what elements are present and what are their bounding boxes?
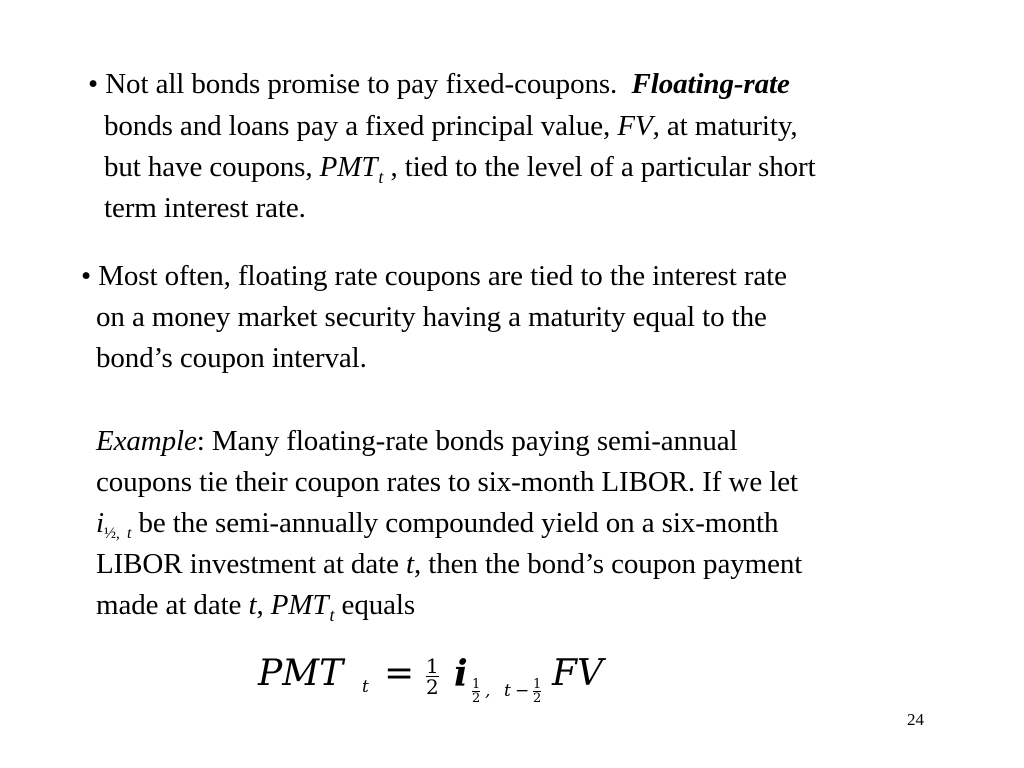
para1-text-2b: , at maturity, [652, 110, 798, 142]
pmt-subscript: t [329, 605, 335, 625]
coupon-equation [258, 650, 638, 710]
para2-text-3: bond’s coupon interval. [96, 342, 367, 374]
equation-equals: = [384, 653, 415, 694]
para1-line-4 [104, 191, 306, 225]
para1-text-1a: Not all bonds promise to pay fixed-coupons. [105, 68, 618, 100]
example-text-3: be the semi-annually compounded yield on a six-month [138, 507, 779, 539]
date-t: t [248, 589, 257, 621]
page-number: 24 [907, 710, 924, 729]
comma: , [256, 589, 264, 621]
example-line-4 [96, 547, 802, 581]
bullet-marker: • [81, 260, 92, 292]
example-text-5b: equals [341, 589, 416, 621]
para2-text-2: on a money market security having a maturity equal to the [96, 301, 767, 333]
fraction-denominator: 2 [533, 691, 542, 706]
equation-pmt: PMT [258, 653, 344, 694]
para2-line-1 [81, 259, 787, 293]
equation-i: i [454, 653, 468, 695]
example-text-1: : Many floating-rate bonds paying semi-annual [196, 425, 738, 457]
pmt-term: PMT [270, 589, 329, 621]
yield-subscript-t: t [126, 525, 132, 542]
fraction-numerator: 1 [472, 677, 481, 692]
fraction-denominator: 2 [472, 691, 481, 706]
pmt-term: PMT [319, 151, 378, 183]
bullet-marker: • [88, 68, 99, 100]
example-text-5a: made at date [96, 589, 242, 621]
equation-subscript-minus: − [515, 681, 530, 701]
example-text-2: coupons tie their coupon rates to six-month LIBOR. If we let [96, 466, 798, 498]
example-text-4b: , then the bond’s coupon payment [413, 548, 803, 580]
fraction-denominator: 2 [426, 675, 439, 699]
equation-fv: FV [552, 653, 603, 694]
example-label: Example [96, 425, 197, 457]
fv-term: FV [617, 110, 653, 142]
example-line-5 [96, 588, 415, 625]
para1-text-3b: , tied to the level of a particular short [390, 151, 816, 183]
equation-subscript-comma: , [485, 681, 491, 701]
para2-line-3 [96, 341, 367, 375]
equation-i-subscript-fraction [472, 678, 480, 705]
para1-text-4: term interest rate. [104, 192, 306, 224]
example-line-1 [96, 424, 738, 458]
para1-line-1 [88, 67, 790, 101]
para2-text-1: Most often, floating rate coupons are tied to the interest rate [98, 260, 787, 292]
equation-pmt-subscript: t [362, 677, 369, 697]
date-t: t [406, 548, 414, 580]
para1-text-2a: bonds and loans pay a fixed principal value, [104, 110, 611, 142]
equation-subscript-half-fraction [533, 678, 541, 705]
para1-line-2 [104, 109, 797, 143]
equation-half-fraction [426, 656, 439, 697]
fraction-numerator: 1 [533, 677, 542, 692]
yield-symbol-i: i [96, 507, 104, 539]
example-line-2 [96, 465, 798, 499]
fraction-numerator: 1 [426, 654, 439, 678]
example-line-3 [96, 506, 778, 545]
pmt-subscript: t [378, 167, 384, 187]
para1-text-3a: but have coupons, [104, 151, 313, 183]
example-text-4a: LIBOR investment at date [96, 548, 399, 580]
floating-rate-term: Floating-rate [631, 68, 790, 100]
yield-subscript-half: ½, [103, 525, 120, 542]
para1-line-3 [104, 150, 816, 187]
para2-line-2 [96, 300, 767, 334]
equation-subscript-t: t [504, 681, 511, 701]
